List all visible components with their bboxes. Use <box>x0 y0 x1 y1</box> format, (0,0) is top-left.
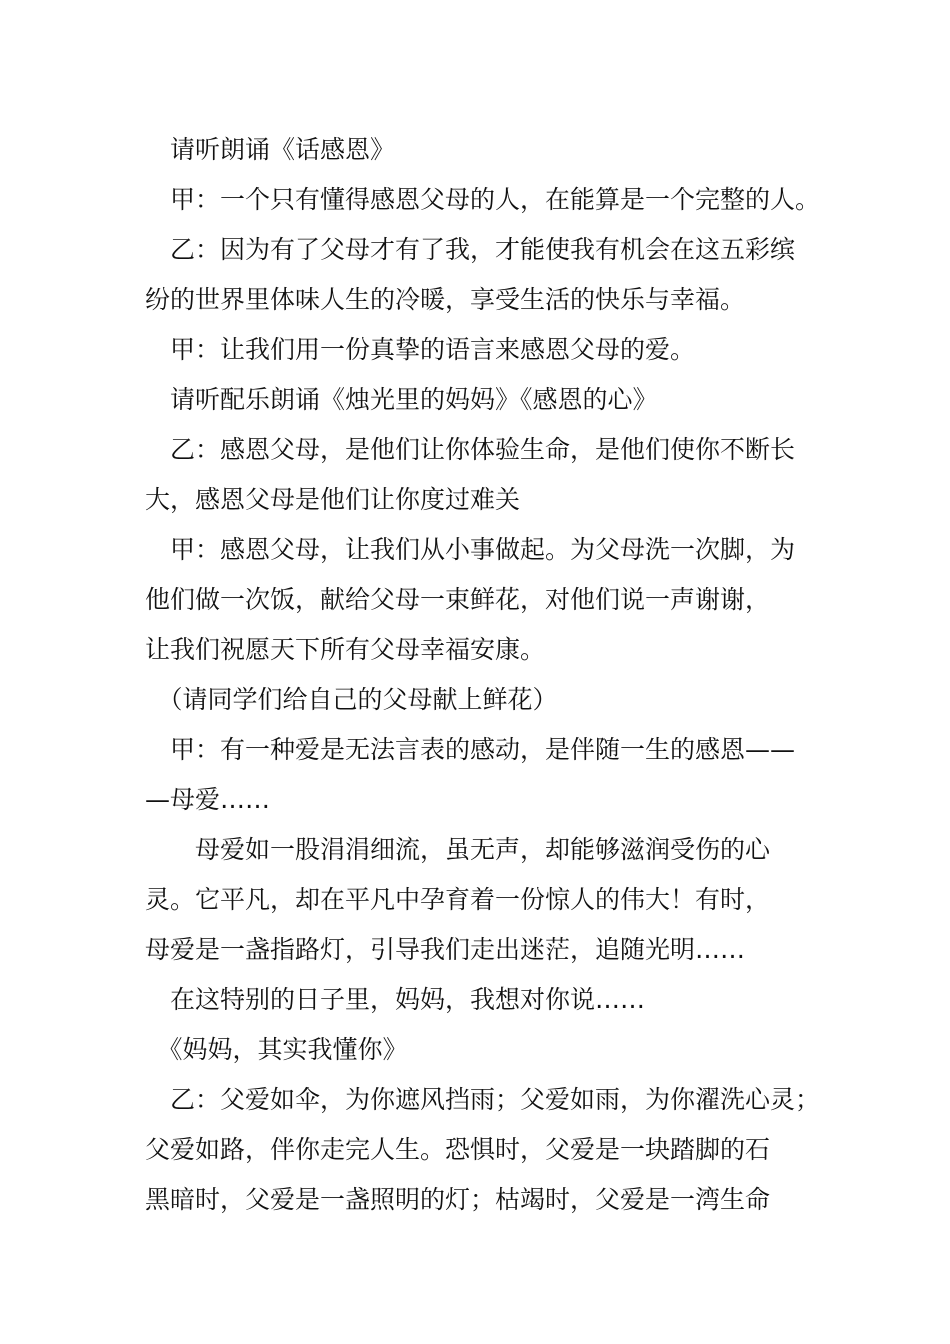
text-line: 他们做一次饭，献给父母一束鲜花，对他们说一声谢谢， <box>145 585 771 614</box>
text-line-paragraph: 母爱如一股涓涓细流，虽无声，却能够滋润受伤的心 <box>145 835 771 864</box>
text-line: —母爱…… <box>145 785 271 814</box>
text-line-title-recitation: 请听朗诵《话感恩》 <box>145 135 396 164</box>
text-line-speaker-b: 乙：父爱如伞，为你遮风挡雨；父爱如雨，为你濯洗心灵； <box>145 1085 821 1114</box>
text-line-speaker-b: 乙：感恩父母，是他们让你体验生命，是他们使你不断长 <box>145 435 796 464</box>
text-line-speaker-a: 甲：感恩父母，让我们从小事做起。为父母洗一次脚，为 <box>145 535 796 564</box>
text-line-title-poem: 《妈妈，其实我懂你》 <box>145 1035 408 1064</box>
text-line: 让我们祝愿天下所有父母幸福安康。 <box>145 635 546 664</box>
text-line-speaker-b: 乙：因为有了父母才有了我，才能使我有机会在这五彩缤 <box>145 235 796 264</box>
text-line-speaker-a: 甲：让我们用一份真挚的语言来感恩父母的爱。 <box>145 335 696 364</box>
text-line: 大，感恩父母是他们让你度过难关 <box>145 485 521 514</box>
text-line-speaker-a: 甲：有一种爱是无法言表的感动，是伴随一生的感恩—— <box>145 735 796 764</box>
text-line: 纷的世界里体味人生的冷暖，享受生活的快乐与幸福。 <box>145 285 746 314</box>
text-line: 黑暗时，父爱是一盏照明的灯；枯竭时，父爱是一湾生命 <box>145 1185 771 1214</box>
text-line-title-recitation: 请听配乐朗诵《烛光里的妈妈》《感恩的心》 <box>145 385 658 414</box>
text-line: 在这特别的日子里，妈妈，我想对你说…… <box>145 985 646 1014</box>
text-line: 母爱是一盏指路灯，引导我们走出迷茫，追随光明…… <box>145 935 746 964</box>
text-line: 父爱如路，伴你走完人生。恐惧时，父爱是一块踏脚的石 <box>145 1135 771 1164</box>
text-line-speaker-a: 甲：一个只有懂得感恩父母的人，在能算是一个完整的人。 <box>145 185 821 214</box>
text-line: 灵。它平凡，却在平凡中孕育着一份惊人的伟大！有时， <box>145 885 771 914</box>
text-line-stage-direction: （请同学们给自己的父母献上鲜花） <box>145 685 558 714</box>
